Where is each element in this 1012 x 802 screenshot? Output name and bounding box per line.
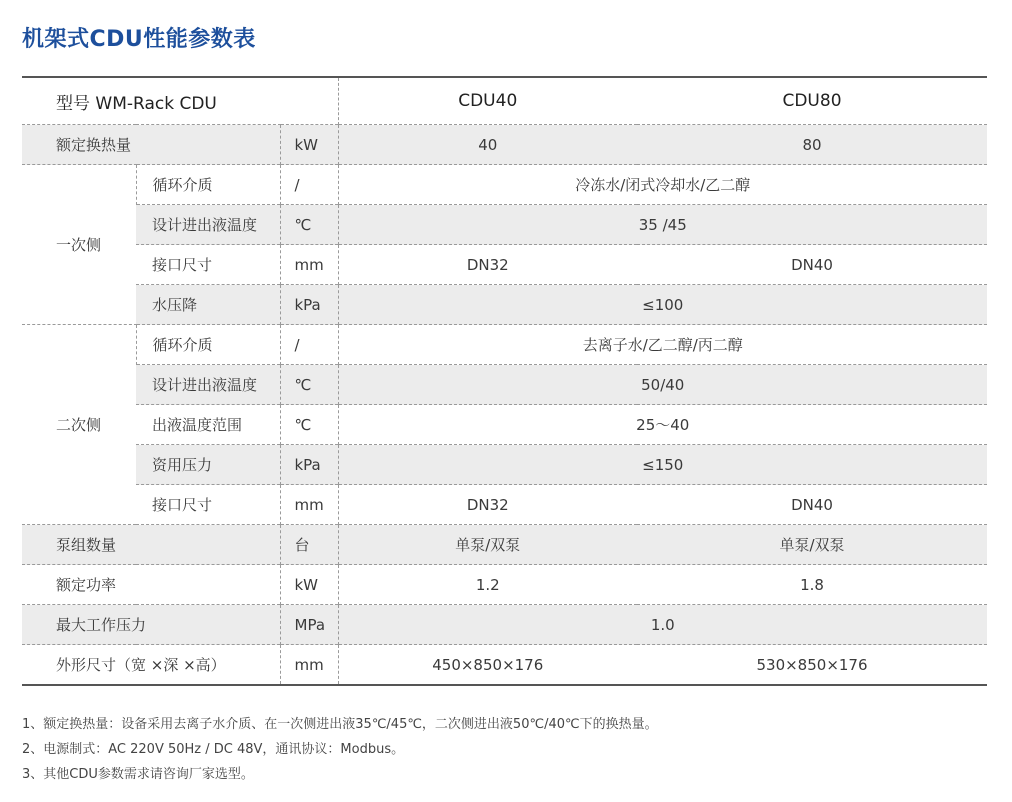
row-unit: mm: [280, 245, 338, 285]
row-unit: mm: [280, 485, 338, 525]
table-row: [22, 245, 987, 285]
group-label-secondary: 二次侧: [22, 325, 136, 525]
row-label: 外形尺寸（宽 ×深 ×高）: [22, 645, 280, 686]
row-label: 水压降: [136, 285, 280, 325]
value-cdu80: DN40: [637, 485, 987, 525]
spec-table: [22, 76, 987, 686]
value-cdu40: 1.2: [338, 565, 637, 605]
footnotes: [22, 712, 658, 787]
value-cdu80: 80: [637, 125, 987, 165]
value-shared: 50/40: [338, 365, 987, 405]
row-label: 出液温度范围: [136, 405, 280, 445]
value-shared: ≤100: [338, 285, 987, 325]
value-cdu80: 530×850×176: [637, 645, 987, 686]
value-shared: 35 /45: [338, 205, 987, 245]
table-row: [22, 205, 987, 245]
row-label: 设计进出液温度: [136, 365, 280, 405]
row-label: 额定换热量: [22, 125, 280, 165]
table-header-row: [22, 77, 987, 125]
value-cdu40: 40: [338, 125, 637, 165]
row-label: 循环介质: [136, 325, 280, 365]
page-title: 机架式CDU性能参数表: [22, 27, 256, 52]
table-row: [22, 605, 987, 645]
row-unit: ℃: [280, 205, 338, 245]
group-label-primary: 一次侧: [22, 165, 136, 325]
table-row: [22, 525, 987, 565]
row-label: 循环介质: [136, 165, 280, 205]
value-shared: 去离子水/乙二醇/丙二醇: [338, 325, 987, 365]
col-header-cdu40: CDU40: [338, 77, 637, 125]
value-shared: 冷冻水/闭式冷却水/乙二醇: [338, 165, 987, 205]
row-unit: /: [280, 325, 338, 365]
footnote: 3、其他CDU参数需求请咨询厂家选型。: [22, 767, 254, 782]
table-row: [22, 165, 987, 205]
model-label: 型号 WM-Rack CDU: [56, 93, 217, 114]
value-cdu80: 单泵/双泵: [637, 525, 987, 565]
value-shared: 25～40: [338, 405, 987, 445]
row-label: 额定功率: [22, 565, 280, 605]
table-row: [22, 645, 987, 686]
row-label: 接口尺寸: [136, 485, 280, 525]
value-shared: 1.0: [338, 605, 987, 645]
table-row: [22, 125, 987, 165]
row-label: 设计进出液温度: [136, 205, 280, 245]
row-unit: kW: [280, 565, 338, 605]
value-cdu40: 单泵/双泵: [338, 525, 637, 565]
row-label: 泵组数量: [22, 525, 280, 565]
row-unit: 台: [280, 525, 338, 565]
table-row: [22, 445, 987, 485]
row-label: 接口尺寸: [136, 245, 280, 285]
row-label: 最大工作压力: [22, 605, 280, 645]
table-row: [22, 325, 987, 365]
footnote: 2、电源制式：AC 220V 50Hz / DC 48V，通讯协议：Modbus。: [22, 742, 405, 757]
row-unit: kPa: [280, 445, 338, 485]
table-row: [22, 405, 987, 445]
table-row: [22, 365, 987, 405]
table-row: [22, 285, 987, 325]
row-unit: MPa: [280, 605, 338, 645]
row-unit: /: [280, 165, 338, 205]
value-cdu80: 1.8: [637, 565, 987, 605]
row-unit: ℃: [280, 365, 338, 405]
value-cdu80: DN40: [637, 245, 987, 285]
footnote: 1、额定换热量：设备采用去离子水介质、在一次侧进出液35℃/45℃，二次侧进出液50℃/40℃下的换热量。: [22, 717, 658, 732]
row-unit: ℃: [280, 405, 338, 445]
value-shared: ≤150: [338, 445, 987, 485]
value-cdu40: 450×850×176: [338, 645, 637, 686]
row-label: 资用压力: [136, 445, 280, 485]
value-cdu40: DN32: [338, 485, 637, 525]
table-row: [22, 565, 987, 605]
col-header-cdu80: CDU80: [782, 91, 842, 111]
row-unit: kPa: [280, 285, 338, 325]
row-unit: kW: [280, 125, 338, 165]
row-unit: mm: [280, 645, 338, 686]
value-cdu40: DN32: [338, 245, 637, 285]
table-row: [22, 485, 987, 525]
